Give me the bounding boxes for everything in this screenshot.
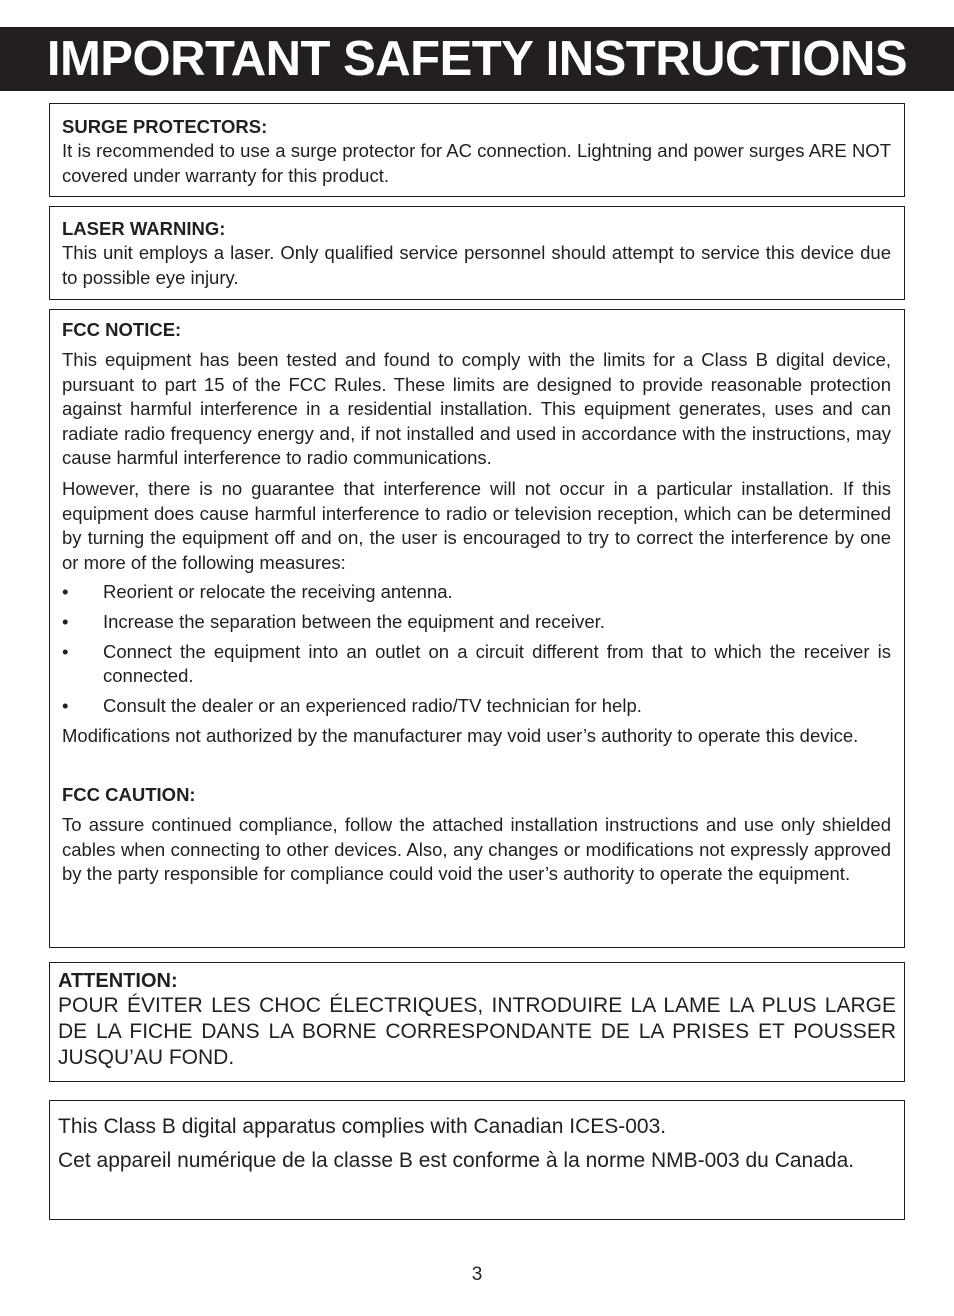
canada-french-text: Cet appareil numérique de la classe B est conforme à la norme NMB-003 du Canada. [58,1149,855,1172]
laser-text: This unit employs a laser. Only qualified service personnel should attempt to service this device due to possible eye injury. [62,242,891,288]
canada-compliance-box [49,1100,905,1220]
fcc-caution-heading: FCC CAUTION: [62,783,196,805]
attention-box [49,962,905,1082]
list-item: • Increase the separation between the equipment and receiver. [62,610,891,635]
bullet-icon: • [62,640,69,662]
bullet-icon: • [62,694,69,716]
fcc-heading: FCC NOTICE: [62,319,182,340]
bullet-icon: • [62,610,69,632]
attention-heading: ATTENTION: [58,970,178,992]
list-item: • Reorient or relocate the receiving antenna. [62,580,891,605]
attention-text: POUR ÉVITER LES CHOC ÉLECTRIQUES, INTRODUIRE LA LAME LA PLUS LARGE DE LA FICHE DANS LA BORNE CORRESPONDANTE DE LA PRISES ET POUSSER JUSQU’AU FOND. [58,994,896,1069]
canada-english-text: This Class B digital apparatus complies with Canadian ICES-003. [58,1115,667,1138]
fcc-paragraph-2: However, there is no guarantee that interference will not occur in a particular installation. If this equipment does cause harmful interference to radio or television reception, which can be determined by turning the equipment off and on, the user is encouraged to try to correct the interference by one or more of the following measures: [62,477,891,573]
page-number: 3 [471,1264,483,1285]
laser-warning-box [49,206,905,300]
surge-protectors-box [49,103,905,197]
fcc-paragraph-1: This equipment has been tested and found to comply with the limits for a Class B digital device, pursuant to part 15 of the FCC Rules. These limits are designed to provide reasonable protection against harmful interference in a residential installation. This equipment generates, uses and can radiate radio frequency energy and, if not installed and used in accordance with the instructions, may cause harmful interference to radio communications. [62,349,891,469]
bullet-icon: • [62,581,69,603]
fcc-notice-box [49,309,905,948]
fcc-caution-text: To assure continued compliance, follow the attached installation instructions and use only shielded cables when connecting to other devices. Also, any changes or modifications not expressly approved by the party responsible for compliance could void the user’s authority to operate the equipment. [62,813,891,885]
list-item: • Consult the dealer or an experienced radio/TV technician for help. [62,694,891,719]
laser-heading: LASER WARNING: [62,218,226,239]
page-title: IMPORTANT SAFETY INSTRUCTIONS [0,27,954,91]
surge-text: It is recommended to use a surge protector for AC connection. Lightning and power surges ARE NOT covered under warranty for this product. [62,140,891,186]
list-item: • Connect the equipment into an outlet on a circuit different from that to which the receiver is connected. [62,640,891,687]
surge-heading: SURGE PROTECTORS: [62,116,268,137]
fcc-paragraph-3: Modifications not authorized by the manufacturer may void user’s authority to operate this device. [62,725,859,747]
